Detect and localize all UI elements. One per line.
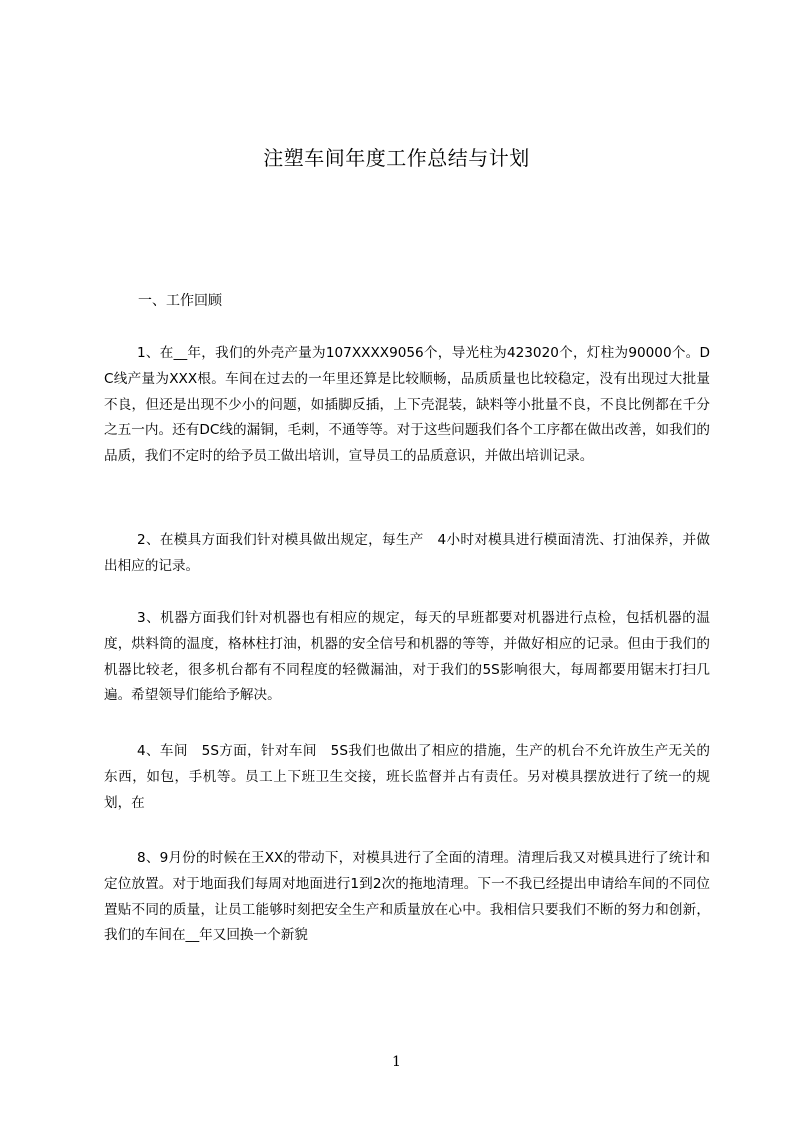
paragraph-mold-maintenance: 2、在模具方面我们针对模具做出规定，每生产 4小时对模具进行模面清洗、打油保养，并做出相应的记录。: [104, 532, 710, 574]
section-heading: 一、工作回顾: [138, 293, 222, 309]
page-number: 1: [392, 1054, 401, 1070]
page-title: 注塑车间年度工作总结与计划: [263, 146, 530, 170]
paragraph-mold-cleanup: 8、9月份的时候在王XX的带动下，对模具进行了全面的清理。清理后我又对模具进行了统计和定位放置。对于地面我们每周对地面进行1到2次的拖地清理。下一不我已经提出申请给车间的不同位置贴不同的质量，让员工能够时刻把安全生产和质量放在心中。我相信只要我们不断的努力和创新，我们的车间在__年又回换一个新貌: [104, 850, 710, 944]
paragraph-production-review: 1、在__年，我们的外壳产量为107XXXX9056个，导光柱为423020个，灯柱为90000个。DC线产量为XXX根。车间在过去的一年里还算是比较顺畅，品质质量也比较稳定，没有出现过大批量不良，但还是出现不少小的问题，如插脚反插，上下壳混装，缺料等小批量不良，不良比例都在千分之五一内。还有DC线的漏铜，毛刺，不通等等。对于这些问题我们各个工序都在做出改善，如我们的品质，我们不定时的给予员工做出培训，宣导员工的品质意识，并做出培训记录。: [104, 345, 710, 465]
paragraph-workshop-5s: 4、车间 5S方面，针对车间 5S我们也做出了相应的措施，生产的机台不允许放生产无关的东西，如包，手机等。员工上下班卫生交接，班长监督并占有责任。另对模具摆放进行了统一的规划，在: [104, 743, 710, 811]
paragraph-machine-inspection: 3、机器方面我们针对机器也有相应的规定，每天的早班都要对机器进行点检，包括机器的温度，烘料筒的温度，格林柱打油，机器的安全信号和机器的等等，并做好相应的记录。但由于我们的机器比较老，很多机台都有不同程度的轻微漏油，对于我们的5S影响很大，每周都要用锯末打扫几遍。希望领导们能给予解决。: [104, 610, 710, 704]
